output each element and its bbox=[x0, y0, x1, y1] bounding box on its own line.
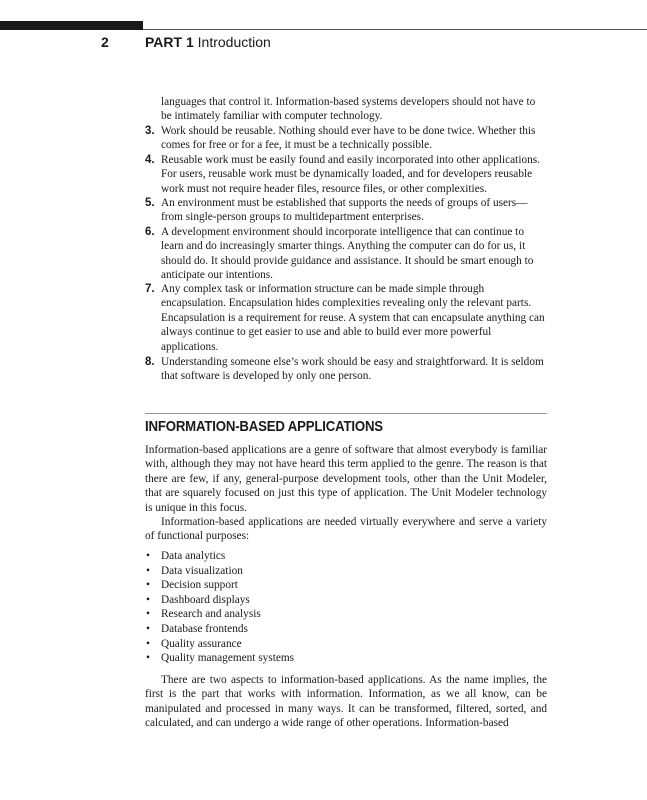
list-item bbox=[145, 622, 547, 637]
list-item bbox=[145, 607, 547, 622]
item-text: Work should be reusable. Nothing should ever have to be done twice. Whether this comes for free or for a fee, it must be a technically possible. bbox=[161, 125, 536, 152]
list-item-5 bbox=[145, 196, 547, 225]
item-number: 7. bbox=[145, 283, 155, 295]
list-item-text: Decision support bbox=[161, 579, 238, 592]
paragraph-1: Information-based applications are a genre of software that almost everybody is familiar with, although they may not have heard this term applied to the genre. The reason is that there are few, if any, general-purpose development tools, other than the Unit Modeler, that are squarely focused on just this type of application. The Unit Modeler technology is unique in this focus. bbox=[145, 444, 547, 514]
item-text: An environment must be established that supports the needs of groups of users—from single-person groups to multidepartment enterprises. bbox=[161, 197, 528, 224]
running-head bbox=[145, 34, 271, 50]
list-item bbox=[145, 593, 547, 608]
list-item-text: Database frontends bbox=[161, 622, 248, 635]
list-item-text: Quality assurance bbox=[161, 637, 242, 650]
bullet-glyph: • bbox=[146, 637, 150, 650]
bullet-glyph: • bbox=[146, 550, 150, 562]
item-number: 3. bbox=[145, 125, 155, 137]
list-item-text: Data visualization bbox=[161, 564, 243, 577]
list-item bbox=[145, 564, 547, 579]
bullet-glyph: • bbox=[146, 652, 150, 665]
list-item-3 bbox=[145, 124, 547, 153]
item-number: 5. bbox=[145, 197, 155, 209]
bullet-glyph: • bbox=[146, 622, 150, 635]
bullet-glyph: • bbox=[146, 564, 150, 577]
bullet-glyph: • bbox=[146, 593, 150, 606]
item-number: 4. bbox=[145, 154, 155, 166]
item-number: 8. bbox=[145, 356, 155, 368]
item-text: Any complex task or information structure can be made simple through encapsulation. Encapsulation hides complexities revealing only the relevant parts. Encapsulation is a requirement for reuse. A system that can encapsulate anything can always continue to get easier to use and able to build ever more powerful applications. bbox=[161, 283, 545, 353]
list-item-4 bbox=[145, 153, 547, 196]
page-number: 2 bbox=[101, 34, 109, 50]
header-rule bbox=[143, 29, 647, 30]
list-item-text: Dashboard displays bbox=[161, 593, 250, 606]
list-item-text: Data analytics bbox=[161, 550, 226, 562]
section-rule bbox=[145, 413, 547, 414]
bullet-glyph: • bbox=[146, 579, 150, 592]
list-item bbox=[145, 578, 547, 593]
header-bar bbox=[0, 21, 143, 30]
section-name: Introduction bbox=[197, 34, 271, 50]
item-text: A development environment should incorporate intelligence that can continue to learn and do increasingly smarter things. Anything the computer can do for us, it should do. It should provide guidance and assistance. It should be smart enough to anticipate our intentions. bbox=[161, 226, 534, 282]
list-item bbox=[145, 651, 547, 666]
list-item-text: Quality management systems bbox=[161, 652, 295, 665]
item-text: Understanding someone else’s work should be easy and straightforward. It is seldom that software is developed by only one person. bbox=[161, 356, 544, 383]
paragraph-2: Information-based applications are needed virtually everywhere and serve a variety of functional purposes: bbox=[145, 516, 547, 543]
item-text: Reusable work must be easily found and easily incorporated into other applications. For users, reusable work must be dynamically loaded, and for developers reusable work must not require header files, resource files, or other complexities. bbox=[161, 154, 540, 195]
list-item bbox=[145, 549, 547, 564]
bullet-glyph: • bbox=[146, 608, 150, 621]
list-item-6 bbox=[145, 225, 547, 283]
list-item-text: Research and analysis bbox=[161, 608, 261, 621]
part-label: PART 1 bbox=[145, 34, 194, 50]
list-item-8 bbox=[145, 355, 547, 384]
paragraph-3: There are two aspects to information-based applications. As the name implies, the first is the part that works with information. Information, as we all know, can be manipulated and processed in many ways. It can be transformed, filtered, sorted, and calculated, and can undergo a wide range of other operations. Information-based bbox=[145, 674, 547, 730]
list-item bbox=[145, 637, 547, 652]
item-number: 6. bbox=[145, 226, 155, 238]
bullet-list bbox=[145, 549, 547, 666]
list-item-7 bbox=[145, 282, 547, 354]
section-heading: INFORMATION-BASED APPLICATIONS bbox=[145, 418, 383, 435]
list-continuation: languages that control it. Information-based systems developers should not have to be intimately familiar with computer technology. bbox=[161, 96, 536, 123]
